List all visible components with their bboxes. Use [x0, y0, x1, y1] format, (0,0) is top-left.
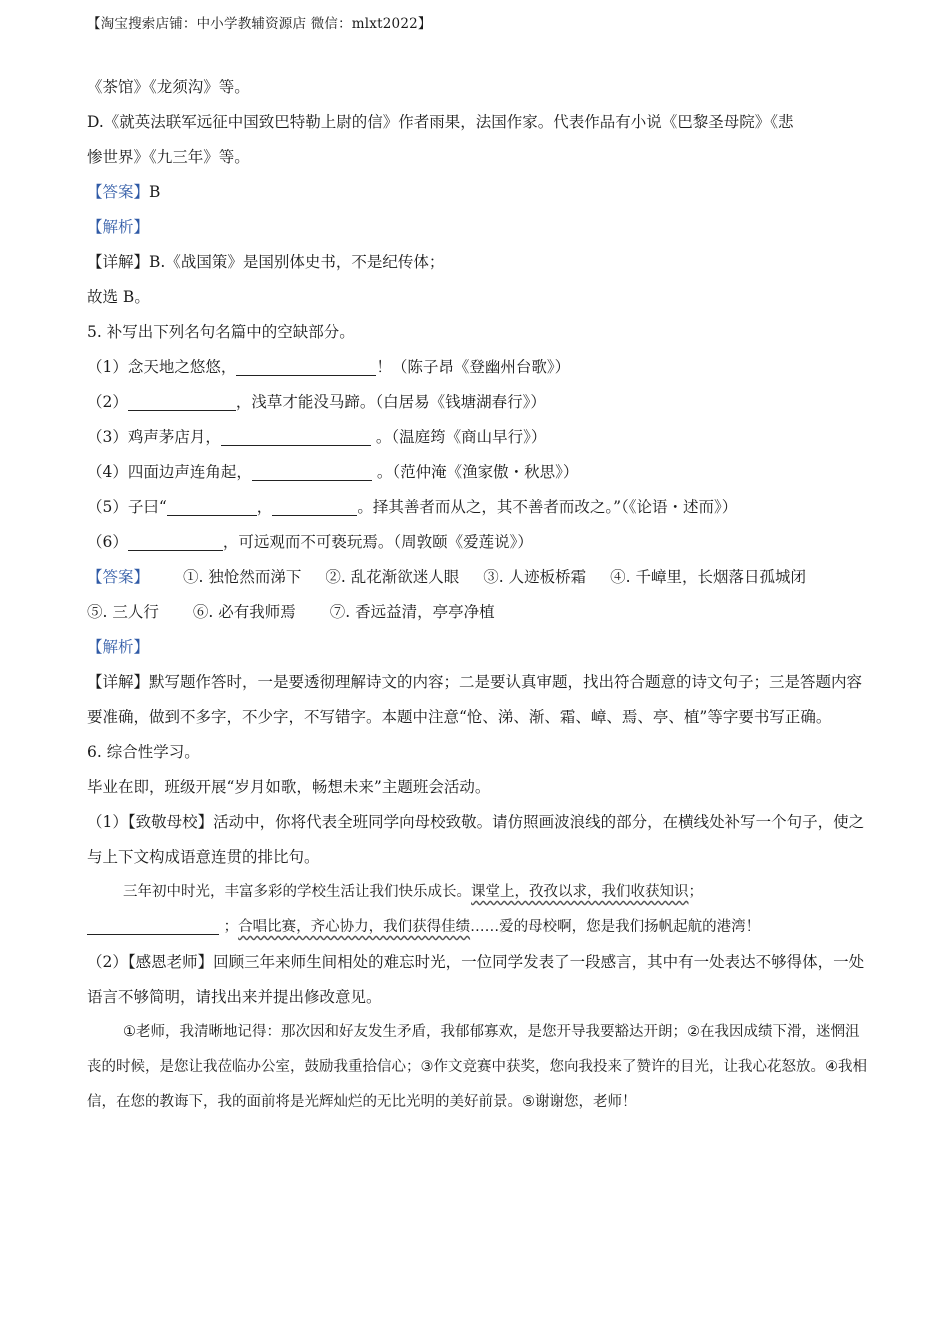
q6-part-2-passage: ①老师，我清晰地记得：那次因和好友发生矛盾，我郁郁寡欢，是您开导我要豁达开朗；②在我因成绩下滑，迷惘沮丧的时候，是您让我莅临办公室，鼓励我重拾信心；③作文竞赛中获奖，您向我投来了赞许的目光，让我心花怒放。④我相信，在您的教诲下，我的面前将是光辉灿烂的无比光明的美好前景。⑤谢谢您，老师！: [87, 1024, 867, 1110]
q5-text: 。（温庭筠《商山早行》）: [375, 428, 547, 446]
answer-item: ②. 乱花渐欲迷人眼: [325, 568, 460, 586]
answer-tag: 【答案】: [87, 568, 150, 586]
q6-part-1-passage: [87, 875, 867, 910]
answer-q5-row-1: [87, 560, 867, 595]
document-body: [87, 70, 867, 1120]
q5-text: 。（范仲淹《渔家傲・秋思》）: [376, 463, 579, 481]
q5-text: ，可远观而不可亵玩焉。（周敦颐《爱莲说》）: [222, 533, 533, 551]
answer-item: ③. 人迹板桥霜: [483, 568, 587, 586]
passage-text: ……爱的母校啊，您是我们扬帆起航的港湾！: [470, 919, 761, 935]
detail-text: 默写题作答时，一是要透彻理解诗文的内容；二是要认真审题，找出符合题意的诗文句子；三是答题内容要准确，做到不多字，不少字，不写错字。本题中注意“怆、涕、渐、霜、嶂、焉、亭、植”等字要书写正确。: [87, 673, 863, 726]
q5-item-6: [87, 525, 867, 560]
fill-blank: [252, 462, 372, 481]
q6-part-1-passage-cont: [87, 910, 867, 945]
conclusion-q4: 故选 B。: [87, 288, 150, 306]
answer-item: ⑦. 香远益清，亭亭净植: [329, 603, 495, 621]
passage-text: 三年初中时光，丰富多彩的学校生活让我们快乐成长。: [123, 884, 471, 900]
answer-item: ⑥. 必有我师焉: [192, 603, 296, 621]
q5-text: （5）子曰“: [87, 498, 167, 516]
text-line: 惨世界》《九三年》等。: [87, 148, 250, 166]
question-5-title: 5. 补写出下列名句名篇中的空缺部分。: [87, 323, 355, 341]
fill-blank: [87, 916, 219, 935]
detail-tag: 【详解】: [87, 673, 150, 691]
option-d-line: D.《就英法联军远征中国致巴特勒上尉的信》作者雨果，法国作家。代表作品有小说《巴黎圣母院》《悲: [87, 113, 794, 131]
fill-blank: [128, 532, 223, 551]
q6-part-1: （1）【致敬母校】活动中，你将代表全班同学向母校致敬。请仿照画波浪线的部分，在横线处补写一个句子，使之与上下文构成语意连贯的排比句。: [87, 813, 865, 866]
fill-blank: [128, 392, 236, 411]
answer-tag: 【答案】: [87, 183, 150, 201]
q5-text: （1）念天地之悠悠，: [87, 358, 237, 376]
q5-text: ，: [256, 498, 273, 516]
fill-blank: [272, 497, 357, 516]
answer-q5-row-2: [87, 595, 867, 630]
q5-text: （4）四面边声连角起，: [87, 463, 252, 481]
wavy-underlined-text: 课堂上，孜孜以求，我们收获知识: [471, 884, 689, 900]
answer-item: ①. 独怆然而涕下: [183, 568, 302, 586]
q5-text: ，浅草才能没马蹄。（白居易《钱塘湖春行》）: [235, 393, 546, 411]
analysis-tag: 【解析】: [87, 638, 150, 656]
text-line: 《茶馆》《龙须沟》等。: [87, 78, 250, 96]
passage-text: ；: [223, 919, 239, 935]
q5-text: （2）: [87, 393, 128, 411]
detail-q5: [87, 665, 867, 735]
analysis-tag: 【解析】: [87, 218, 150, 236]
answer-item: ④. 千嶂里，长烟落日孤城闭: [610, 568, 806, 586]
q5-text: ！（陈子昂《登幽州台歌》）: [376, 358, 571, 376]
detail-text: B.《战国策》是国别体史书，不是纪传体；: [149, 253, 445, 271]
q5-item-1: [87, 350, 867, 385]
detail-tag: 【详解】: [87, 253, 150, 271]
q5-text: （6）: [87, 533, 128, 551]
fill-blank: [221, 427, 371, 446]
q5-item-5: [87, 490, 867, 525]
q5-item-2: [87, 385, 867, 420]
answer-value: B: [149, 183, 161, 201]
q5-text: （3）鸡声茅店月，: [87, 428, 221, 446]
q5-item-3: [87, 420, 867, 455]
q5-text: 。择其善者而从之，其不善者而改之。”（《论语・述而》）: [357, 498, 738, 516]
detail-q4: [87, 245, 867, 280]
answer-item: ⑤. 三人行: [87, 603, 159, 621]
q6-intro: 毕业在即，班级开展“岁月如歌，畅想未来”主题班会活动。: [87, 778, 491, 796]
wavy-underlined-text: 合唱比赛，齐心协力，我们获得佳绩: [238, 919, 471, 935]
q5-item-4: [87, 455, 867, 490]
q6-part-2: （2）【感恩老师】回顾三年来师生间相处的难忘时光，一位同学发表了一段感言，其中有一处表达不够得体，一处语言不够简明，请找出来并提出修改意见。: [87, 953, 865, 1006]
passage-text: ；: [688, 884, 703, 900]
page-header-watermark: 【淘宝搜索店铺：中小学教辅资源店 微信：mlxt2022】: [87, 16, 432, 32]
fill-blank: [236, 357, 376, 376]
fill-blank: [167, 497, 257, 516]
question-6-title: 6. 综合性学习。: [87, 743, 200, 761]
answer-q4: [87, 175, 867, 210]
